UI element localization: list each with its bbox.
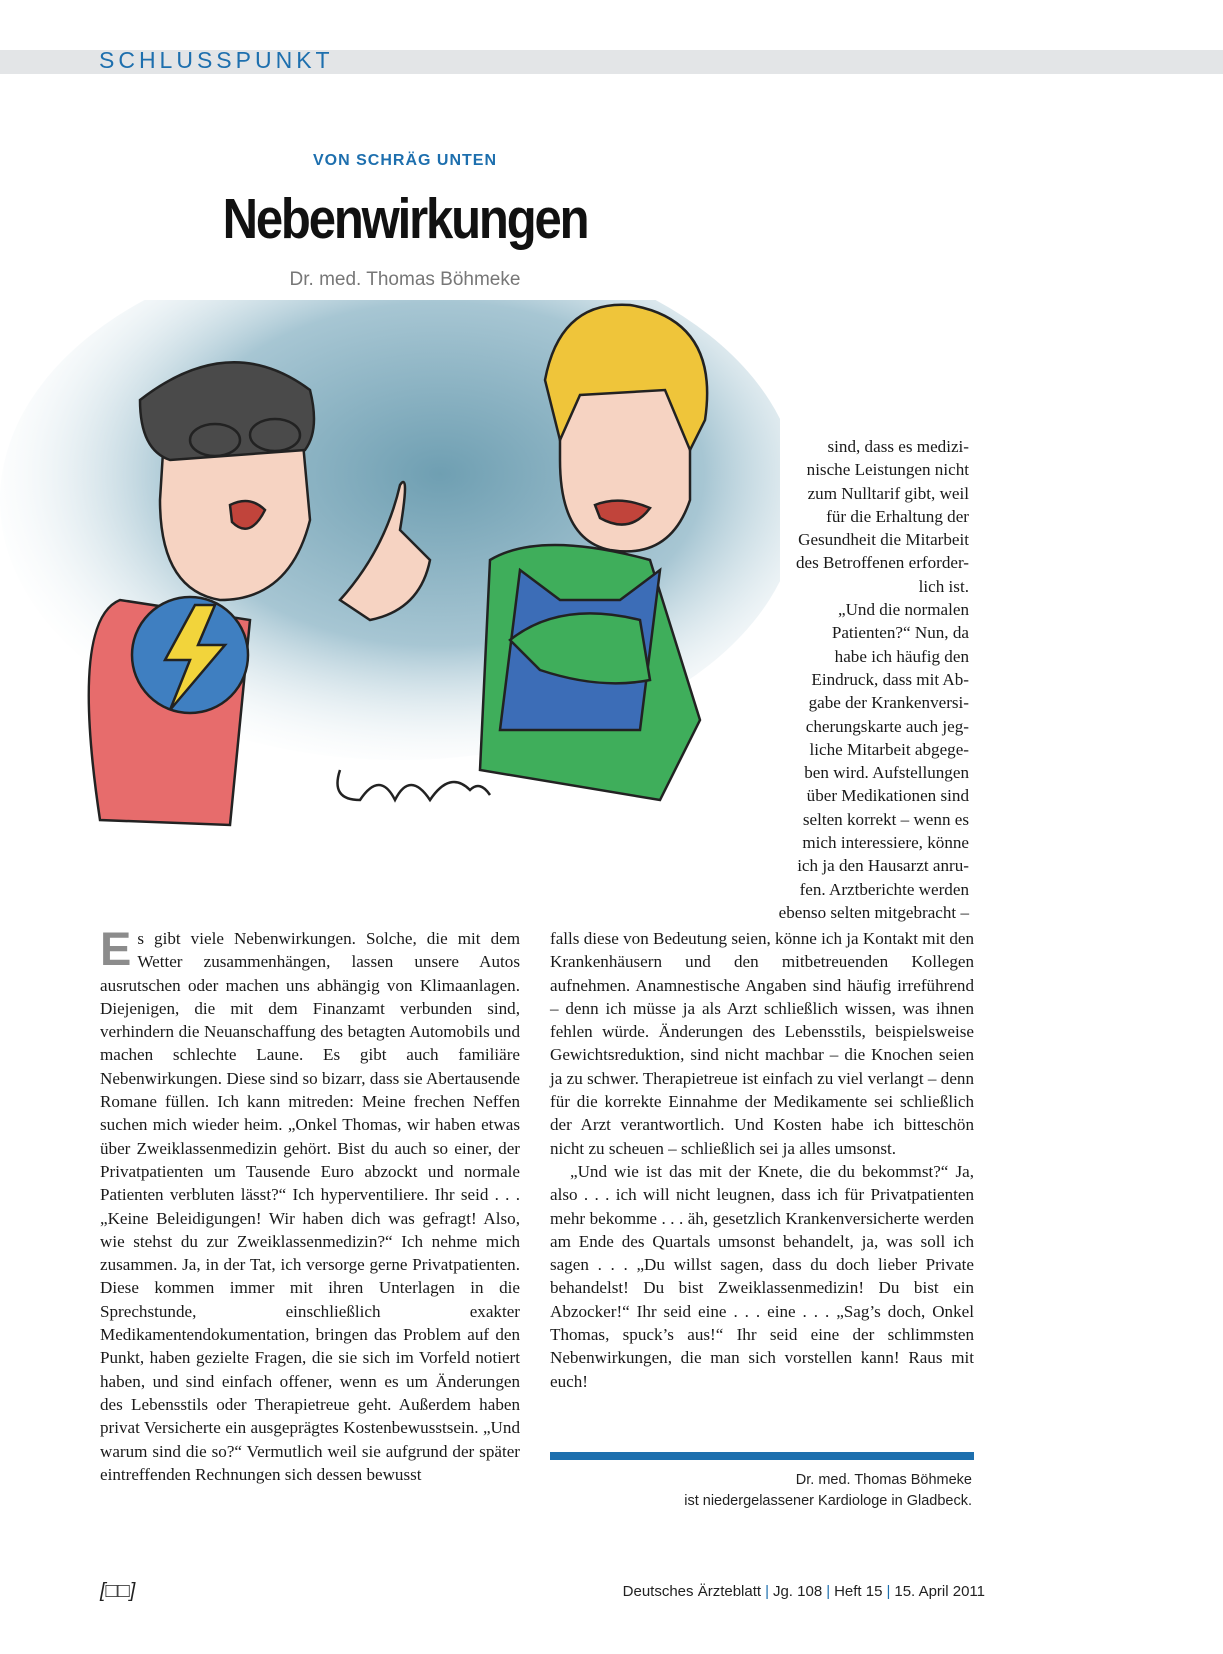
journal-name: Deutsches Ärzteblatt bbox=[622, 1583, 762, 1600]
separator: | bbox=[886, 1583, 891, 1600]
wrap-line: nische Leistungen nicht bbox=[806, 460, 969, 480]
wrap-line: für die Erhaltung der bbox=[826, 506, 969, 526]
separator: | bbox=[765, 1583, 769, 1600]
article-byline: Dr. med. Thomas Böhmeke bbox=[289, 269, 521, 290]
issue-date: 15. April 2011 bbox=[894, 1583, 985, 1600]
author-rule bbox=[550, 1452, 974, 1460]
wrap-line: ich ja den Hausarzt anru- bbox=[797, 856, 969, 876]
volume: Jg. 108 bbox=[772, 1583, 823, 1600]
wrap-line: mich interessiere, könne bbox=[802, 833, 969, 853]
page-marker: [□□] bbox=[100, 1580, 136, 1602]
body-paragraph: „Und wie ist das mit der Knete, die du bekommst?“ Ja, also . . . ich will nicht leugnen, dass ich für Privatpatienten mehr bekomme . . . äh, gesetzlich Krankenversicherte werden am Ende des Quartals umsonst behandelt, ja, was soll ich sagen . . . „Du willst sagen, dass du doch lieber Private behandelst! Du bist Zweiklassenmedizin! Du bist ein Abzocker!“ Ihr seid eine . . . eine . . . „Sag’s doch, Onkel Thomas, spuck’s aus!“ Ihr seid eine der schlimmsten Nebenwirkungen, die man sich vorstellen kann! Raus mit euch! bbox=[550, 1161, 974, 1391]
wrap-line: liche Mitarbeit abgege- bbox=[809, 739, 969, 759]
wrap-line: Patienten?“ Nun, da bbox=[831, 623, 969, 643]
wrap-line: ebenso selten mitgebracht – bbox=[778, 902, 969, 922]
article-kicker: VON SCHRÄG UNTEN bbox=[312, 152, 497, 169]
author-name: Dr. med. Thomas Böhmeke bbox=[795, 1472, 972, 1488]
article-title: Nebenwirkungen bbox=[222, 187, 588, 251]
signature bbox=[338, 770, 491, 800]
separator: | bbox=[826, 1583, 831, 1600]
section-label: SCHLUSSPUNKT bbox=[99, 47, 334, 73]
left-column bbox=[100, 922, 520, 1486]
wrap-line: des Betroffenen erforder- bbox=[795, 553, 969, 573]
wrap-line: lich ist. bbox=[918, 576, 969, 596]
footer-citation bbox=[623, 1583, 985, 1600]
wrap-line: fen. Arztberichte werden bbox=[799, 879, 969, 899]
body-paragraph: falls diese von Bedeutung seien, könne ich ja Kontakt mit den Krankenhäusern und den mitbetreuenden Kollegen aufnehmen. Anamnestische Angaben sind häufig irreführend – denn ich müsse ja als Arzt schließlich wissen, was ihnen fehlen würde. Änderungen des Lebensstils, beispielsweise Gewichtsreduktion, sind nicht machbar – die Knochen seien ja zu schwer. Therapietreue ist einfach zu viel verlangt – denn für die korrekte Einnahme der Medikamente sei schließlich der Arzt verantwortlich. Und Kosten habe ich bitteschön nicht zu scheuen – schließlich sei ja alles umsonst. bbox=[550, 929, 974, 1158]
wrap-line: cherungskarte auch jeg- bbox=[805, 716, 969, 736]
wrap-line: „Und die normalen bbox=[837, 600, 969, 620]
wrap-line: ben wird. Aufstellungen bbox=[804, 763, 969, 783]
wrap-line: Gesundheit die Mitarbeit bbox=[798, 530, 969, 550]
wrap-line: habe ich häufig den bbox=[834, 646, 969, 666]
issue: Heft 15 bbox=[834, 1583, 883, 1600]
wrap-line: über Medikationen sind bbox=[806, 786, 969, 806]
wrap-line: selten korrekt – wenn es bbox=[802, 809, 969, 829]
right-column-wrap bbox=[569, 435, 969, 924]
wrap-line: Eindruck, dass mit Ab- bbox=[811, 669, 969, 689]
right-column bbox=[550, 927, 974, 1393]
wrap-line: zum Nulltarif gibt, weil bbox=[807, 483, 969, 503]
wrap-line: sind, dass es medizi- bbox=[827, 437, 969, 456]
author-description: ist niedergelassener Kardiologe in Gladbeck. bbox=[684, 1493, 972, 1509]
wrap-line: gabe der Krankenversi- bbox=[808, 693, 969, 713]
body-paragraph bbox=[100, 922, 520, 1486]
paragraph-text: s gibt viele Nebenwirkungen. Solche, die mit dem Wetter zusammenhängen, lassen unsere Autos ausrutschen oder machen uns abhängig von Klimaanlagen. Diejenigen, die mit dem Finanzamt verbunden sind, verhindern die Neuanschaffung des betagten Automobils und machen schlechte Laune. Es gibt auch familiäre Nebenwirkungen. Diese sind so bizarr, dass sie Abertausende Romane füllen. Ich kann mitreden: Meine frechen Neffen suchen mich wieder heim. „Onkel Thomas, wir haben etwas über Zweiklassenmedizin gehört. Bist du auch so einer, der Privatpatienten um Tausende Euro abzockt und normale Patienten verbluten lässt?“ Ich hyperventiliere. Ihr seid . . . „Keine Beleidigungen! Wir haben dich was gefragt! Also, wie stehst du zur Zweiklassenmedizin?“ Ich nehme mich zusammen. Ja, in der Tat, ich versorge gerne Privatpatienten. Diese kommen immer mit ihren Unterlagen in die Sprechstunde, einschließlich exakter Medikamentendokumentation, bringen das Problem auf den Punkt, haben gezielte Fragen, die sie sich im Vorfeld notiert haben, und sind einfach offener, wenn es um Änderungen des Lebensstils oder Therapietreue geht. Außerdem haben privat Versicherte ein ausgeprägtes Kostenbewusstsein. „Und warum sind die so?“ Vermutlich weil sie aufgrund der später eintreffenden Rechnungen sich dessen bewusst bbox=[100, 929, 520, 1484]
author-note bbox=[550, 1470, 972, 1512]
drop-cap: E bbox=[100, 922, 132, 975]
